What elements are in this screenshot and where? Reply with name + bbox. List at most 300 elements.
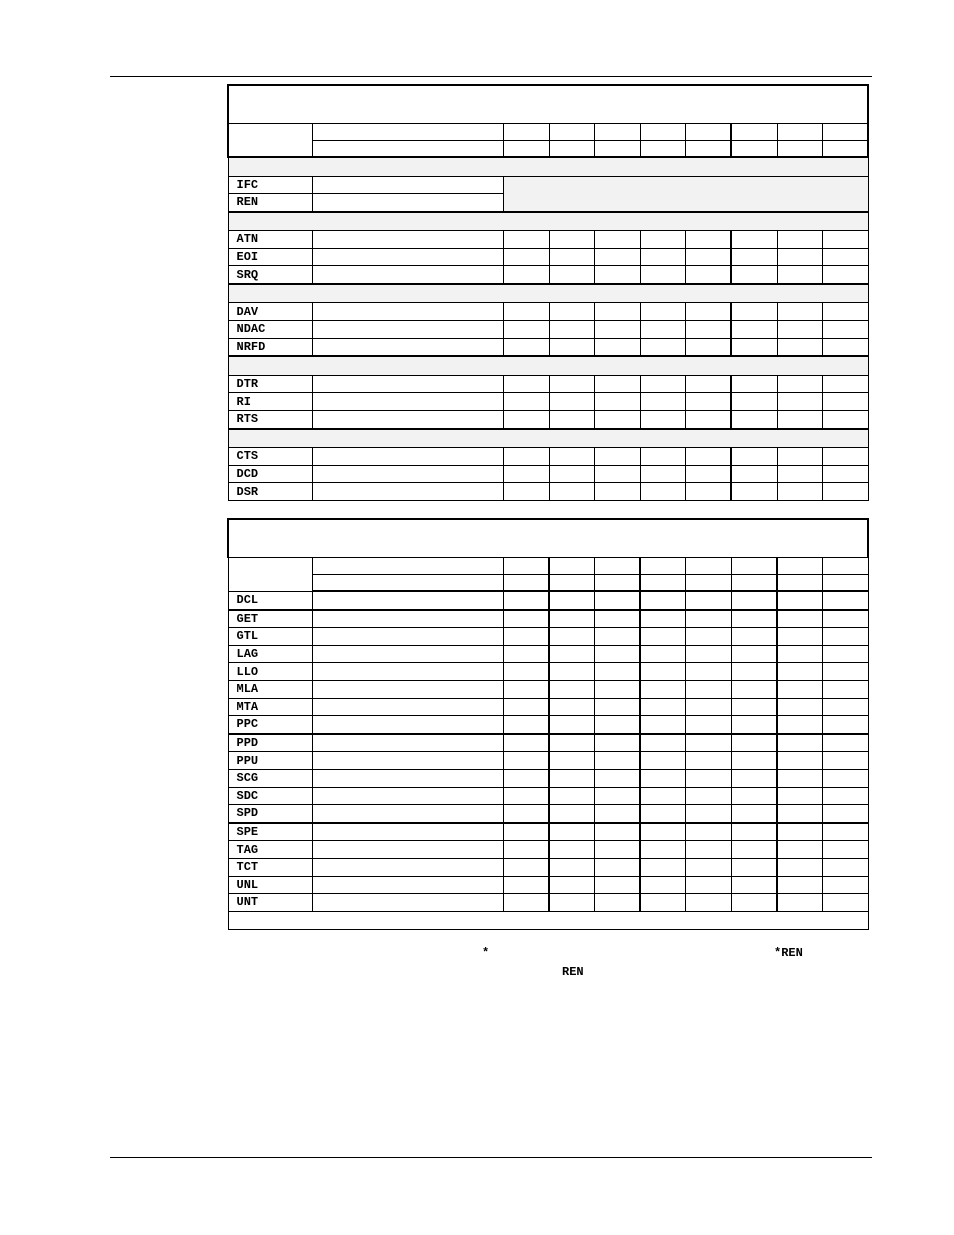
- table-title-cell: [228, 519, 868, 558]
- header-cell: [312, 574, 503, 591]
- value-cell: [777, 321, 822, 339]
- table-row: [228, 393, 868, 411]
- value-cell: [503, 448, 549, 466]
- value-cell: [685, 591, 731, 610]
- command-mnemonic: SCG: [228, 769, 312, 787]
- value-cell: [640, 375, 685, 393]
- description-cell: [312, 787, 503, 805]
- value-cell: [594, 787, 640, 805]
- header-rule: [110, 76, 872, 77]
- value-cell: [822, 858, 868, 876]
- value-cell: [685, 303, 731, 321]
- signal-mnemonic: EOI: [228, 248, 312, 266]
- value-cell: [777, 734, 822, 752]
- value-cell: [777, 266, 822, 284]
- value-cell: [777, 465, 822, 483]
- value-cell: [685, 716, 731, 734]
- value-cell: [822, 410, 868, 428]
- value-cell: [685, 248, 731, 266]
- command-mnemonic: PPU: [228, 752, 312, 770]
- footnote-star-ren: *REN: [774, 946, 803, 960]
- footnote-star: *: [482, 946, 490, 960]
- table-row: [228, 894, 868, 912]
- signal-mnemonic: ATN: [228, 231, 312, 249]
- value-cell: [685, 393, 731, 411]
- description-cell: [312, 610, 503, 628]
- value-cell: [640, 894, 685, 912]
- table-row: [228, 858, 868, 876]
- signal-lines-table: [227, 84, 869, 501]
- header-cell: [731, 140, 777, 157]
- value-cell: [549, 894, 594, 912]
- value-cell: [549, 248, 594, 266]
- value-cell: [822, 787, 868, 805]
- command-mnemonic: MTA: [228, 698, 312, 716]
- signal-mnemonic: IFC: [228, 176, 312, 194]
- value-cell: [731, 787, 777, 805]
- value-cell: [549, 321, 594, 339]
- description-cell: [312, 465, 503, 483]
- command-mnemonic: LAG: [228, 645, 312, 663]
- header-cell: [685, 558, 731, 575]
- value-cell: [549, 876, 594, 894]
- header-cell: [685, 140, 731, 157]
- group-header: [228, 212, 868, 231]
- table-row: [228, 752, 868, 770]
- value-cell: [640, 393, 685, 411]
- value-cell: [822, 303, 868, 321]
- table-row: [228, 338, 868, 356]
- value-cell: [685, 465, 731, 483]
- value-cell: [731, 375, 777, 393]
- value-cell: [549, 465, 594, 483]
- value-cell: [640, 876, 685, 894]
- table-row: [228, 769, 868, 787]
- value-cell: [777, 375, 822, 393]
- header-cell: [312, 124, 503, 141]
- value-cell: [777, 628, 822, 646]
- value-cell: [594, 823, 640, 841]
- value-cell: [594, 805, 640, 823]
- value-cell: [685, 734, 731, 752]
- value-cell: [822, 698, 868, 716]
- signal-mnemonic: DTR: [228, 375, 312, 393]
- value-cell: [777, 448, 822, 466]
- value-cell: [503, 698, 549, 716]
- value-cell: [777, 248, 822, 266]
- table-row: [228, 483, 868, 501]
- header-cell: [594, 574, 640, 591]
- value-cell: [731, 303, 777, 321]
- value-cell: [640, 698, 685, 716]
- value-cell: [822, 465, 868, 483]
- value-cell: [503, 375, 549, 393]
- value-cell: [777, 393, 822, 411]
- value-cell: [731, 894, 777, 912]
- value-cell: [640, 338, 685, 356]
- value-cell: [594, 645, 640, 663]
- table-row: [228, 465, 868, 483]
- description-cell: [312, 734, 503, 752]
- group-header: [228, 429, 868, 448]
- value-cell: [685, 338, 731, 356]
- value-cell: [503, 769, 549, 787]
- value-cell: [549, 787, 594, 805]
- value-cell: [594, 663, 640, 681]
- value-cell: [640, 734, 685, 752]
- command-mnemonic: TCT: [228, 858, 312, 876]
- header-cell: [822, 124, 868, 141]
- description-cell: [312, 841, 503, 859]
- value-cell: [777, 338, 822, 356]
- value-cell: [549, 805, 594, 823]
- description-cell: [312, 698, 503, 716]
- value-cell: [640, 680, 685, 698]
- value-cell: [822, 823, 868, 841]
- command-mnemonic: PPC: [228, 716, 312, 734]
- value-cell: [594, 716, 640, 734]
- command-mnemonic: SPE: [228, 823, 312, 841]
- value-cell: [777, 805, 822, 823]
- table-row: [228, 303, 868, 321]
- value-cell: [503, 483, 549, 501]
- header-cell: [777, 558, 822, 575]
- value-cell: [549, 823, 594, 841]
- value-cell: [822, 752, 868, 770]
- value-cell: [685, 410, 731, 428]
- value-cell: [503, 321, 549, 339]
- value-cell: [549, 858, 594, 876]
- header-cell: [640, 574, 685, 591]
- value-cell: [822, 876, 868, 894]
- value-cell: [640, 858, 685, 876]
- header-cell: [312, 140, 503, 157]
- value-cell: [549, 752, 594, 770]
- value-cell: [549, 645, 594, 663]
- value-cell: [549, 591, 594, 610]
- value-cell: [594, 338, 640, 356]
- value-cell: [777, 410, 822, 428]
- value-cell: [594, 231, 640, 249]
- value-cell: [822, 628, 868, 646]
- value-cell: [549, 716, 594, 734]
- footnote-ren: REN: [562, 965, 584, 979]
- header-cell: [777, 574, 822, 591]
- header-cell: [503, 140, 549, 157]
- value-cell: [685, 787, 731, 805]
- value-cell: [777, 663, 822, 681]
- value-cell: [822, 321, 868, 339]
- signal-mnemonic: REN: [228, 194, 312, 212]
- header-cell: [731, 558, 777, 575]
- value-cell: [594, 876, 640, 894]
- header-cell: [640, 558, 685, 575]
- value-cell: [594, 680, 640, 698]
- value-cell: [777, 787, 822, 805]
- table-row: [228, 680, 868, 698]
- command-mnemonic: PPD: [228, 734, 312, 752]
- value-cell: [685, 610, 731, 628]
- value-cell: [594, 769, 640, 787]
- value-cell: [503, 303, 549, 321]
- value-cell: [685, 321, 731, 339]
- value-cell: [731, 321, 777, 339]
- value-cell: [503, 716, 549, 734]
- signal-mnemonic: RI: [228, 393, 312, 411]
- table-row: [228, 645, 868, 663]
- value-cell: [731, 483, 777, 501]
- value-cell: [549, 231, 594, 249]
- value-cell: [777, 645, 822, 663]
- value-cell: [822, 231, 868, 249]
- value-cell: [822, 894, 868, 912]
- table-row: [228, 698, 868, 716]
- value-cell: [503, 591, 549, 610]
- description-cell: [312, 805, 503, 823]
- header-cell: [503, 558, 549, 575]
- value-cell: [822, 448, 868, 466]
- table-title-cell: [228, 85, 868, 124]
- header-corner-cell: [228, 124, 312, 158]
- value-cell: [685, 823, 731, 841]
- value-cell: [685, 663, 731, 681]
- value-cell: [822, 483, 868, 501]
- description-cell: [312, 410, 503, 428]
- value-cell: [731, 610, 777, 628]
- value-cell: [685, 876, 731, 894]
- value-cell: [731, 663, 777, 681]
- table-row: [228, 805, 868, 823]
- value-cell: [549, 698, 594, 716]
- value-cell: [731, 628, 777, 646]
- value-cell: [640, 410, 685, 428]
- description-cell: [312, 303, 503, 321]
- value-cell: [685, 645, 731, 663]
- value-cell: [685, 231, 731, 249]
- value-cell: [503, 645, 549, 663]
- value-cell: [640, 231, 685, 249]
- value-cell: [503, 734, 549, 752]
- value-cell: [777, 858, 822, 876]
- header-cell: [685, 124, 731, 141]
- value-cell: [777, 680, 822, 698]
- value-cell: [549, 769, 594, 787]
- value-cell: [777, 698, 822, 716]
- value-cell: [822, 805, 868, 823]
- value-cell: [731, 645, 777, 663]
- header-cell: [731, 574, 777, 591]
- description-cell: [312, 393, 503, 411]
- value-cell: [640, 448, 685, 466]
- table-row: [228, 734, 868, 752]
- value-cell: [503, 628, 549, 646]
- description-cell: [312, 375, 503, 393]
- value-cell: [777, 876, 822, 894]
- value-cell: [822, 375, 868, 393]
- command-mnemonic: TAG: [228, 841, 312, 859]
- value-cell: [594, 628, 640, 646]
- value-cell: [503, 393, 549, 411]
- value-cell: [640, 663, 685, 681]
- value-cell: [640, 591, 685, 610]
- command-mnemonic: UNT: [228, 894, 312, 912]
- value-cell: [503, 610, 549, 628]
- value-cell: [549, 338, 594, 356]
- value-cell: [685, 448, 731, 466]
- value-cell: [731, 876, 777, 894]
- value-cell: [685, 752, 731, 770]
- command-mnemonic: SDC: [228, 787, 312, 805]
- value-cell: [594, 591, 640, 610]
- value-cell: [731, 338, 777, 356]
- value-cell: [594, 410, 640, 428]
- value-cell: [731, 591, 777, 610]
- value-cell: [640, 610, 685, 628]
- value-cell: [594, 321, 640, 339]
- value-cell: [503, 663, 549, 681]
- value-cell: [640, 716, 685, 734]
- table-row: [228, 266, 868, 284]
- value-cell: [549, 303, 594, 321]
- value-cell: [549, 610, 594, 628]
- signal-mnemonic: DAV: [228, 303, 312, 321]
- value-cell: [594, 752, 640, 770]
- value-cell: [549, 393, 594, 411]
- value-cell: [731, 752, 777, 770]
- value-cell: [549, 734, 594, 752]
- value-cell: [685, 375, 731, 393]
- value-cell: [685, 483, 731, 501]
- value-cell: [731, 769, 777, 787]
- header-cell: [731, 124, 777, 141]
- value-cell: [549, 375, 594, 393]
- header-cell: [503, 574, 549, 591]
- value-cell: [731, 841, 777, 859]
- description-cell: [312, 876, 503, 894]
- description-cell: [312, 321, 503, 339]
- value-cell: [594, 303, 640, 321]
- signal-mnemonic: DSR: [228, 483, 312, 501]
- value-cell: [777, 610, 822, 628]
- value-cell: [594, 894, 640, 912]
- command-mnemonic: DCL: [228, 591, 312, 610]
- value-cell: [594, 248, 640, 266]
- value-cell: [594, 858, 640, 876]
- value-cell: [822, 716, 868, 734]
- header-cell: [640, 140, 685, 157]
- value-cell: [777, 303, 822, 321]
- header-cell: [777, 140, 822, 157]
- table-row: [228, 716, 868, 734]
- header-cell: [312, 558, 503, 575]
- header-cell: [777, 124, 822, 141]
- header-cell: [549, 558, 594, 575]
- description-cell: [312, 628, 503, 646]
- description-cell: [312, 266, 503, 284]
- group-header: [228, 356, 868, 375]
- value-cell: [503, 841, 549, 859]
- value-cell: [731, 858, 777, 876]
- value-cell: [503, 248, 549, 266]
- value-cell: [685, 769, 731, 787]
- value-cell: [777, 841, 822, 859]
- value-cell: [640, 841, 685, 859]
- header-cell: [822, 558, 868, 575]
- value-cell: [731, 465, 777, 483]
- value-cell: [594, 610, 640, 628]
- value-cell: [731, 680, 777, 698]
- value-cell: [685, 805, 731, 823]
- description-cell: [312, 248, 503, 266]
- table-row: [228, 823, 868, 841]
- description-cell: [312, 769, 503, 787]
- value-cell: [640, 303, 685, 321]
- group-header: [228, 157, 868, 176]
- table-row: [228, 375, 868, 393]
- header-corner-cell: [228, 558, 312, 592]
- value-cell: [549, 410, 594, 428]
- value-cell: [549, 841, 594, 859]
- value-cell: [822, 591, 868, 610]
- value-cell: [503, 858, 549, 876]
- value-cell: [640, 805, 685, 823]
- header-cell: [549, 124, 594, 141]
- header-cell: [822, 574, 868, 591]
- value-cell: [731, 734, 777, 752]
- table-footer-cell: [228, 911, 868, 929]
- value-cell: [594, 483, 640, 501]
- value-cell: [685, 628, 731, 646]
- table-row: [228, 231, 868, 249]
- value-cell: [503, 752, 549, 770]
- description-cell: [312, 591, 503, 610]
- value-cell: [640, 266, 685, 284]
- value-cell: [822, 610, 868, 628]
- table-row: [228, 248, 868, 266]
- shaded-cell: [503, 176, 868, 212]
- description-cell: [312, 752, 503, 770]
- value-cell: [777, 483, 822, 501]
- value-cell: [731, 448, 777, 466]
- command-mnemonic: UNL: [228, 876, 312, 894]
- value-cell: [503, 231, 549, 249]
- header-cell: [503, 124, 549, 141]
- description-cell: [312, 894, 503, 912]
- value-cell: [640, 645, 685, 663]
- value-cell: [503, 805, 549, 823]
- value-cell: [685, 894, 731, 912]
- signal-mnemonic: DCD: [228, 465, 312, 483]
- value-cell: [549, 628, 594, 646]
- value-cell: [731, 410, 777, 428]
- value-cell: [777, 769, 822, 787]
- header-cell: [594, 140, 640, 157]
- description-cell: [312, 338, 503, 356]
- table-row: [228, 321, 868, 339]
- value-cell: [549, 663, 594, 681]
- value-cell: [640, 823, 685, 841]
- header-cell: [594, 124, 640, 141]
- value-cell: [685, 858, 731, 876]
- value-cell: [777, 716, 822, 734]
- value-cell: [594, 465, 640, 483]
- description-cell: [312, 483, 503, 501]
- table-row: [228, 176, 868, 194]
- value-cell: [822, 841, 868, 859]
- value-cell: [549, 266, 594, 284]
- value-cell: [822, 734, 868, 752]
- value-cell: [549, 680, 594, 698]
